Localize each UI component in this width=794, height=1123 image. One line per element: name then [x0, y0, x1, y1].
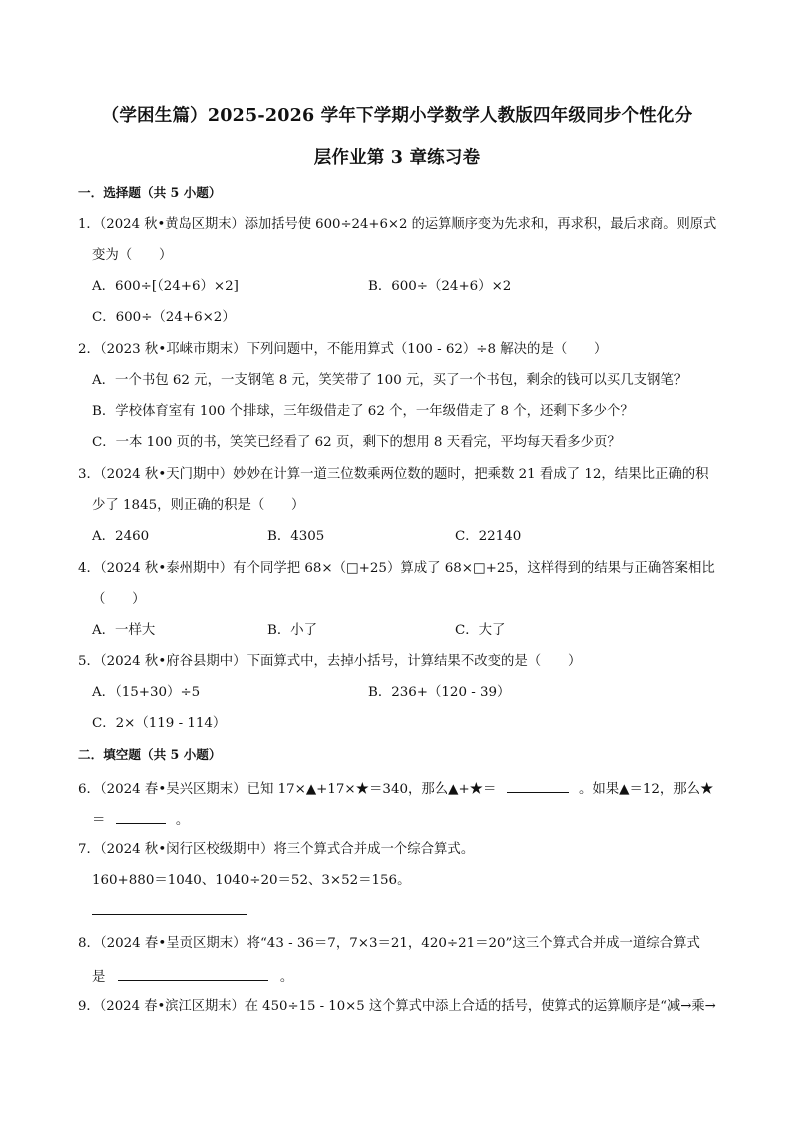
- question-2-option-c: C．一本 100 页的书，笑笑已经看了 62 页，剩下的想用 8 天看完，平均每天看多少页？: [92, 435, 621, 450]
- question-6-stem: [78, 778, 713, 799]
- question-3-option-c: C．22140: [455, 529, 522, 544]
- answer-blank-8[interactable]: [118, 966, 268, 981]
- section-heading-fill: 二．填空题（共 5 小题）: [78, 747, 222, 762]
- question-4-option-b: B．小了: [267, 623, 318, 638]
- question-8-stem: 8．（2024 春•呈贡区期末）将“43 - 36＝7，7×3＝21，420÷21＝20”这三个算式合并成一道综合算式: [78, 936, 700, 951]
- question-4-option-a: A．一样大: [92, 623, 156, 638]
- question-5-stem: 5．（2024 秋•府谷县期中）下面算式中，去掉小括号，计算结果不改变的是（ ）: [78, 654, 582, 669]
- question-3-option-a: A．2460: [92, 529, 150, 544]
- question-8-text-a: 是: [92, 970, 106, 985]
- answer-blank-6a[interactable]: [507, 778, 569, 793]
- question-1-option-c: C．600÷（24+6×2）: [92, 310, 236, 325]
- question-3-option-b: B．4305: [267, 529, 325, 544]
- question-3-stem: 3．（2024 秋•天门期中）妙妙在计算一道三位数乘两位数的题时，把乘数 21 看成了 12，结果比正确的积: [78, 467, 709, 482]
- answer-blank-6b[interactable]: [116, 809, 166, 824]
- question-2-option-b: B．学校体育室有 100 个排球，三年级借走了 62 个，一年级借走了 8 个，还剩下多少个？: [92, 404, 634, 419]
- question-1-stem-cont: 变为（ ）: [92, 248, 173, 263]
- question-2-stem: 2．（2023 秋•邛崃市期末）下列问题中，不能用算式（100 - 62）÷8 解决的是（ ）: [78, 342, 608, 357]
- question-8-text-b: 。: [279, 970, 294, 985]
- question-6-text-b: 。如果▲＝12，那么★: [578, 782, 714, 797]
- question-7-equations: 160+880＝1040、1040÷20＝52、3×52＝156。: [92, 873, 411, 888]
- question-7-stem: 7．（2024 秋•闵行区校级期中）将三个算式合并成一个综合算式。: [78, 842, 475, 857]
- page-title-line-1: （学困生篇）2025-2026 学年下学期小学数学人教版四年级同步个性化分: [101, 106, 693, 126]
- question-1-option-a: A．600÷[（24+6）×2]: [92, 279, 239, 294]
- question-4-option-c: C．大了: [455, 623, 506, 638]
- section-heading-choice: 一．选择题（共 5 小题）: [78, 185, 222, 200]
- question-4-stem-cont: （ ）: [92, 592, 146, 607]
- question-1-stem: 1．（2024 秋•黄岛区期末）添加括号使 600÷24+6×2 的运算顺序变为先求和，再求积，最后求商。则原式: [78, 217, 717, 232]
- question-6-text-a: 6．（2024 春•吴兴区期末）已知 17×▲+17×★＝340，那么▲+★＝: [78, 782, 497, 797]
- question-5-option-a: A．（15+30）÷5: [92, 685, 201, 700]
- question-3-stem-cont: 少了 1845，则正确的积是（ ）: [92, 498, 305, 513]
- question-6-text-d: 。: [175, 813, 190, 828]
- question-6-stem-cont: [92, 809, 189, 830]
- question-4-stem: 4．（2024 秋•泰州期中）有个同学把 68×（□+25）算成了 68×□+25，这样得到的结果与正确答案相比: [78, 561, 715, 576]
- question-5-option-b: B．236+（120 - 39）: [368, 685, 511, 700]
- question-1-option-b: B．600÷（24+6）×2: [368, 279, 512, 294]
- question-9-stem: 9．（2024 春•滨江区期末）在 450÷15 - 10×5 这个算式中添上合适的括号，使算式的运算顺序是“减→乘→: [78, 999, 716, 1014]
- question-5-option-c: C．2×（119 - 114）: [92, 716, 227, 731]
- page-title-line-2: 层作业第 3 章练习卷: [313, 148, 481, 168]
- question-8-stem-cont: [92, 966, 293, 987]
- question-6-text-c: ＝: [92, 813, 106, 828]
- answer-line-7[interactable]: [92, 914, 247, 915]
- question-2-option-a: A．一个书包 62 元，一支钢笔 8 元，笑笑带了 100 元，买了一个书包，剩余的钱可以买几支钢笔？: [92, 373, 688, 388]
